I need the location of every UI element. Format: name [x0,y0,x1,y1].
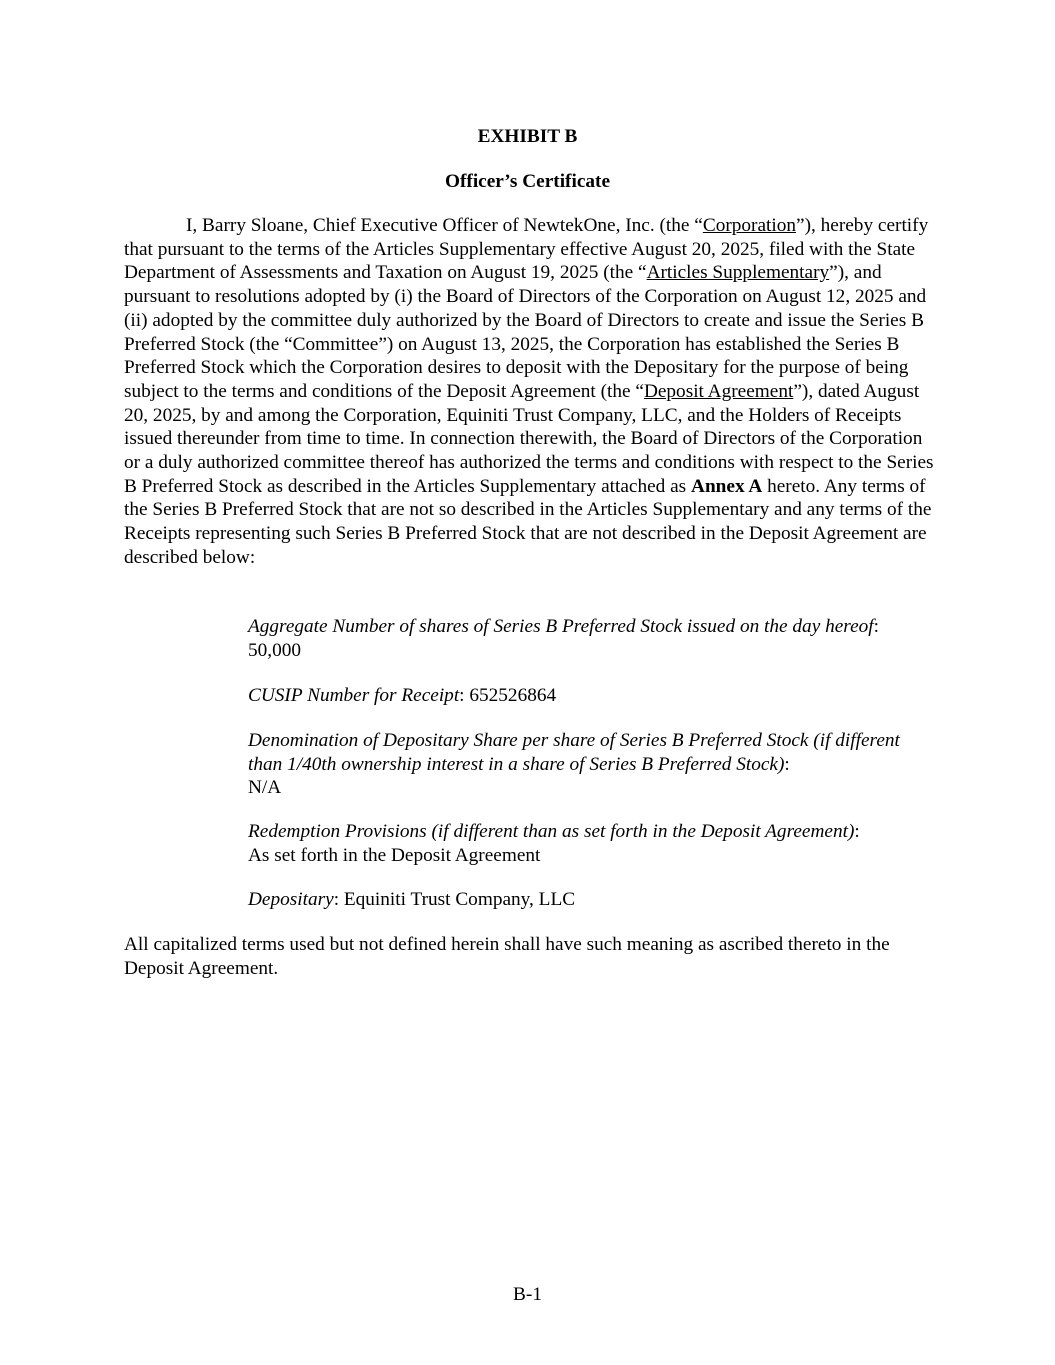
intro-text-4: ”), dated August 20, 2025, by and among the Corporation, Equiniti Trust Company, LLC, and the Holders of Receipts issued thereunder from time to time. In connection therewith, the Board of Directors of the Corporation or a duly authorized committee thereof has authorized the terms and conditions with respect to the Series B Preferred Stock as described in the Articles Supplementary attached as [124,380,934,497]
exhibit-title: EXHIBIT B [477,126,578,147]
certificate-title: Officer’s Certificate [444,171,611,192]
intro-text-2: ”), hereby certify that pursuant to the terms of the Articles Supplementary effective August 20, 2025, filed with the State Department of Assessments and Taxation on August 19, 2025 (the “ [124,215,929,284]
term-item-redemption: Redemption Provisions (if different than as set forth in the Deposit Agreement): As set forth in the Deposit Agreement [248,821,860,866]
term-label: Denomination of Depositary Share per share of Series B Preferred Stock (if different than 1/40th ownership interest in a share of Series B Preferred Stock) [248,730,900,775]
term-value: Equiniti Trust Company, LLC [343,889,576,910]
term-item-aggregate-shares: Aggregate Number of shares of Series B Preferred Stock issued on the day hereof: 50,000 [248,616,879,661]
term-value: As set forth in the Deposit Agreement [248,844,541,866]
closing-paragraph: All capitalized terms used but not defined herein shall have such meaning as ascribed thereto in the Deposit Agreement. [124,934,890,979]
term-label: CUSIP Number for Receipt [248,685,460,706]
intro-paragraph [124,214,934,570]
term-label: Depositary [248,889,334,910]
annex-label: Annex A [691,475,763,497]
term-item-cusip: CUSIP Number for Receipt: 652526864 [248,685,557,706]
term-item-denomination: Denomination of Depositary Share per share of Series B Preferred Stock (if different than 1/40th ownership interest in a share of Series B Preferred Stock): N/A [248,730,900,799]
intro-text-3: ”), and pursuant to resolutions adopted by (i) the Board of Directors of the Corporation on August 12, 2025 and (ii) adopted by the committee duly authorized by the Board of Directors to create and issue the Series B Preferred Stock (the “Committee”) on August 13, 2025, the Corporation has established the Series B Preferred Stock which the Corporation desires to deposit with the Depositary for the purpose of being subject to the terms and conditions of the Deposit Agreement (the “ [124,262,927,402]
defined-term-deposit-agreement: Deposit Agreement [643,380,794,402]
term-value: N/A [248,777,282,799]
term-value: 652526864 [469,685,557,706]
defined-term-articles-supplementary: Articles Supplementary [646,262,830,284]
intro-text-5: hereto. Any terms of the Series B Preferred Stock that are not so described in the Articles Supplementary and any terms of the Receipts representing such Series B Preferred Stock that are not described in the Deposit Agreement are described below: [124,475,932,568]
defined-term-corporation: Corporation [702,215,797,236]
term-label: Redemption Provisions (if different than as set forth in the Deposit Agreement) [248,821,855,842]
term-item-depositary: Depositary: Equiniti Trust Company, LLC [248,889,576,910]
page-number: B-1 [513,1284,542,1305]
term-value: 50,000 [248,639,302,661]
term-label: Aggregate Number of shares of Series B Preferred Stock issued on the day hereof [248,616,874,637]
intro-text-1: I, Barry Sloane, Chief Executive Officer of NewtekOne, Inc. (the “ [186,215,703,236]
